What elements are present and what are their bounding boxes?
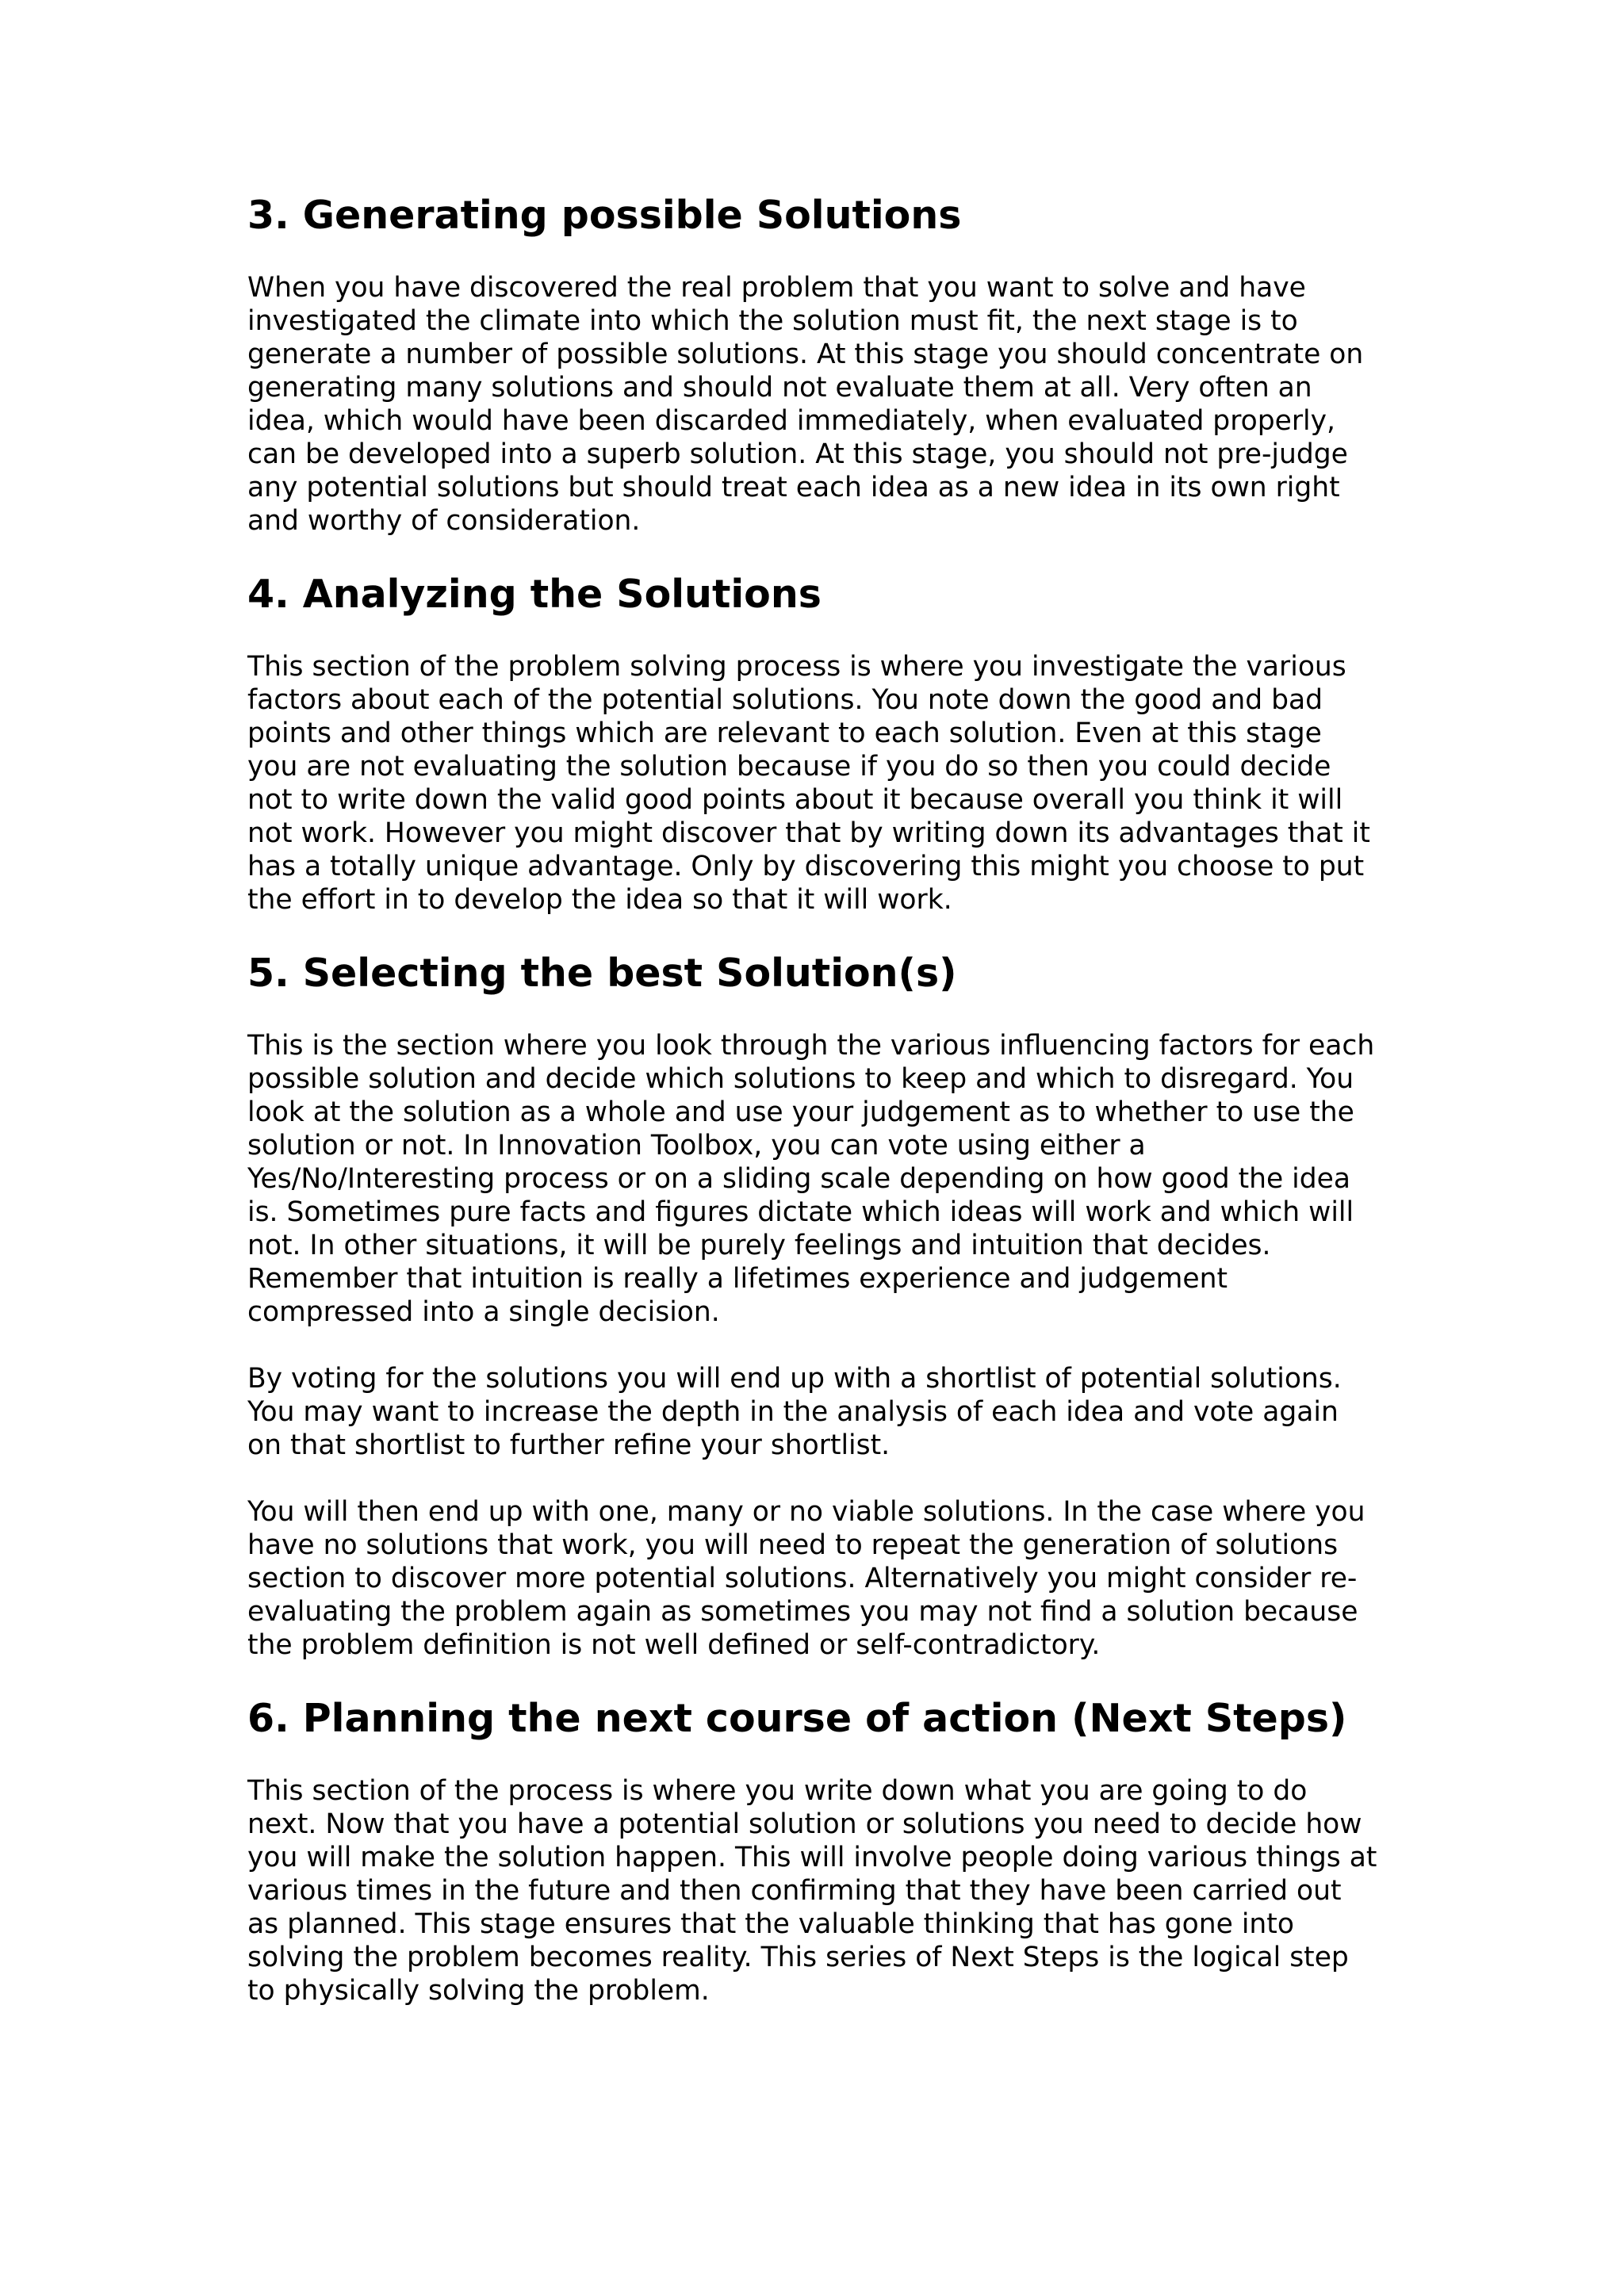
paragraph [247,1029,1397,1329]
section-heading: 4. Analyzing the Solutions [247,572,822,617]
text-line: This is the section where you look through the various influencing factors for each [247,1030,1375,1062]
text-line: When you have discovered the real problem that you want to solve and have [247,272,1306,304]
paragraph [247,1362,1397,1462]
text-line: any potential solutions but should treat each idea as a new idea in its own right [247,472,1340,503]
text-line: not. In other situations, it will be purely feelings and intuition that decides. [247,1230,1271,1261]
text-line: Yes/No/Interesting process or on a sliding scale depending on how good the idea [247,1163,1351,1195]
section-generating-solutions [247,190,1397,538]
text-line: points and other things which are relevant to each solution. Even at this stage [247,718,1322,749]
text-line: factors about each of the potential solutions. You note down the good and bad [247,684,1323,716]
text-line: not work. However you might discover that by writing down its advantages that it [247,817,1370,849]
section-analyzing-solutions [247,569,1397,916]
text-line: evaluating the problem again as sometimes you may not find a solution because [247,1596,1358,1628]
text-line: to physically solving the problem. [247,1975,710,2007]
document-page [247,190,1397,2007]
paragraph [247,1774,1397,2007]
text-line: not to write down the valid good points about it because overall you think it will [247,784,1343,816]
text-line: have no solutions that work, you will need to repeat the generation of solutions [247,1529,1339,1561]
text-line: By voting for the solutions you will end up with a shortlist of potential solutions. [247,1363,1342,1395]
text-line: you are not evaluating the solution because if you do so then you could decide [247,751,1331,783]
text-line: possible solution and decide which solutions to keep and which to disregard. You [247,1063,1354,1095]
text-line: has a totally unique advantage. Only by discovering this might you choose to put [247,851,1365,882]
text-line: You may want to increase the depth in the analysis of each idea and vote again [247,1396,1339,1428]
text-line: on that shortlist to further refine your shortlist. [247,1429,891,1461]
section-planning-next-steps [247,1693,1397,2007]
text-line: you will make the solution happen. This will involve people doing various things at [247,1842,1377,1873]
text-line: is. Sometimes pure facts and figures dictate which ideas will work and which will [247,1196,1354,1228]
text-line: compressed into a single decision. [247,1296,720,1328]
section-heading: 3. Generating possible Solutions [247,193,962,238]
text-line: the problem definition is not well defined or self-contradictory. [247,1629,1101,1661]
text-line: investigated the climate into which the solution must fit, the next stage is to [247,305,1298,337]
section-heading: 5. Selecting the best Solution(s) [247,951,957,996]
text-line: section to discover more potential solutions. Alternatively you might consider re- [247,1563,1358,1594]
paragraph [247,1495,1397,1662]
text-line: solving the problem becomes reality. This series of Next Steps is the logical step [247,1942,1349,1973]
text-line: This section of the problem solving process is where you investigate the various [247,651,1346,683]
text-line: generate a number of possible solutions. At this stage you should concentrate on [247,339,1364,370]
text-line: and worthy of consideration. [247,505,641,537]
text-line: various times in the future and then confirming that they have been carried out [247,1875,1342,1907]
text-line: solution or not. In Innovation Toolbox, you can vote using either a [247,1130,1146,1161]
text-line: This section of the process is where you write down what you are going to do [247,1775,1308,1807]
text-line: You will then end up with one, many or no viable solutions. In the case where you [247,1496,1365,1528]
text-line: look at the solution as a whole and use your judgement as to whether to use the [247,1096,1354,1128]
text-line: can be developed into a superb solution. At this stage, you should not pre-judge [247,438,1348,470]
text-line: idea, which would have been discarded immediately, when evaluated properly, [247,405,1336,437]
section-heading: 6. Planning the next course of action (Next Steps) [247,1696,1347,1741]
paragraph [247,271,1397,538]
text-line: generating many solutions and should not evaluate them at all. Very often an [247,372,1312,404]
paragraph [247,650,1397,916]
text-line: next. Now that you have a potential solution or solutions you need to decide how [247,1808,1362,1840]
section-selecting-best-solutions [247,948,1397,1662]
text-line: Remember that intuition is really a lifetimes experience and judgement [247,1263,1228,1295]
text-line: as planned. This stage ensures that the valuable thinking that has gone into [247,1908,1294,1940]
text-line: the effort in to develop the idea so that it will work. [247,884,952,916]
